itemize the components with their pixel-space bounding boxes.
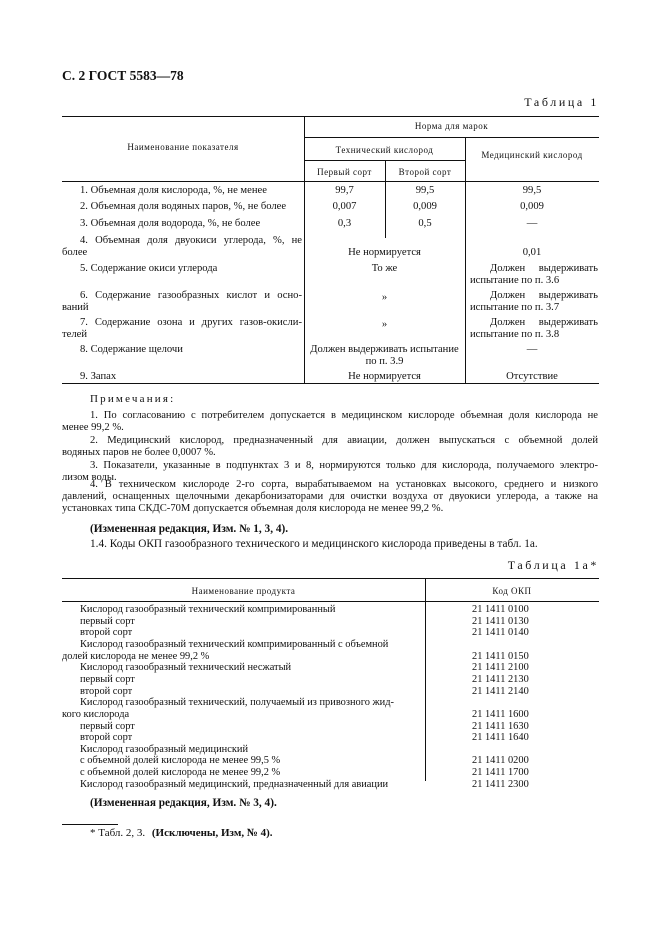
table-1a-row-code: 21 1411 1600 bbox=[472, 708, 529, 720]
page-header: С. 2 ГОСТ 5583—78 bbox=[62, 68, 184, 83]
table-1a-row-code: 21 1411 0150 bbox=[472, 650, 529, 662]
t1-row-2-second: 0,009 bbox=[413, 201, 437, 212]
table-1a-col-product: Наименование продукта bbox=[191, 586, 296, 596]
table-1a-vline bbox=[425, 578, 426, 781]
table-1a-row-code: 21 1411 0130 bbox=[472, 615, 529, 627]
t1-row-9-medical: Отсутствие bbox=[506, 371, 558, 382]
t1-row-7-medical-line1: Должен выдерживать bbox=[490, 317, 598, 328]
table-1a-row-code: 21 1411 2100 bbox=[472, 662, 529, 674]
table-1a-row-name: с объемной долей кислорода не менее 99,5 % bbox=[80, 755, 281, 767]
t1-row-8-medical: — bbox=[526, 344, 538, 355]
t1-row-6-tech: » bbox=[381, 292, 388, 303]
table-1-col-norm: Норма для марок bbox=[414, 121, 489, 131]
note-4-line2: давлений, оснащенных щелочными декарбонизаторами для очистки воздуха от двуокиси углерода, а также на bbox=[62, 491, 598, 502]
t1-row-8-tech-line2: по п. 3.9 bbox=[365, 356, 404, 367]
table-1a-row-name: кого кислорода bbox=[62, 708, 130, 720]
table-1a-caption: Таблица 1а* bbox=[507, 558, 599, 572]
t1-row-1-name: 1. Объемная доля кислорода, %, не менее bbox=[80, 185, 267, 196]
t1-row-3-medical: — bbox=[526, 218, 538, 229]
table-1a-row-name: первый сорт bbox=[80, 720, 135, 732]
footnote-bold: (Исключены, Изм, № 4). bbox=[151, 827, 273, 839]
table-1a-row-name: первый сорт bbox=[80, 673, 135, 685]
amendment-note-2: (Измененная редакция, Изм. № 3, 4). bbox=[90, 797, 277, 809]
t1-row-3-second: 0,5 bbox=[418, 218, 432, 229]
table-1a-row-name: Кислород газообразный медицинский, предназначенный для авиации bbox=[80, 778, 389, 790]
t1-row-4-name-line1: 4. Объемная доля двуокиси углерода, %, не bbox=[80, 235, 302, 246]
t1-row-4-name-line2: более bbox=[62, 247, 88, 258]
t1-row-3-first: 0,3 bbox=[337, 218, 352, 229]
table-1a-row-name: Кислород газообразный технический компримированный с объемной bbox=[80, 638, 389, 650]
amendment-note-1: (Измененная редакция, Изм. № 1, 3, 4). bbox=[90, 523, 289, 535]
t1-row-7-name-line1: 7. Содержание озона и других газов-окисли- bbox=[80, 317, 302, 328]
table-1a-row-code: 21 1411 0200 bbox=[472, 755, 529, 767]
table-1a-row-name: первый сорт bbox=[80, 615, 135, 627]
table-1a-row-code: 21 1411 1630 bbox=[472, 720, 529, 732]
note-3-line1: 3. Показатели, указанные в подпунктах 3 и 8, нормируются только для кислорода, получаемого электро- bbox=[90, 460, 598, 471]
table-1a-top-rule bbox=[62, 578, 599, 579]
table-1-header-bottom-rule bbox=[62, 181, 599, 182]
t1-row-4-tech: Не нормируется bbox=[348, 247, 421, 258]
footnote-text: * Табл. 2, 3. bbox=[90, 827, 146, 839]
t1-row-2-name: 2. Объемная доля водяных паров, %, не более bbox=[80, 201, 287, 212]
footnote-rule bbox=[62, 824, 118, 825]
t1-row-8-name: 8. Содержание щелочи bbox=[80, 344, 183, 355]
table-1-col-indicator: Наименование показателя bbox=[127, 142, 239, 152]
note-2-line1: 2. Медицинский кислород, предназначенный для авиации, должен выпускаться с объемной долей bbox=[90, 435, 598, 446]
table-1a-row-name: долей кислорода не менее 99,2 % bbox=[62, 650, 210, 662]
table-1-col-medical bbox=[465, 150, 599, 161]
table-1-col-technical: Технический кислород bbox=[335, 145, 434, 155]
t1-row-3-name: 3. Объемная доля водорода, %, не более bbox=[80, 218, 261, 229]
note-3-line2: лизом воды. bbox=[62, 472, 117, 483]
t1-row-1-medical: 99,5 bbox=[522, 185, 542, 196]
table-1-caption: Таблица 1 bbox=[524, 95, 599, 109]
t1-row-4-medical: 0,01 bbox=[522, 247, 542, 258]
t1-row-5-medical-line2: испытание по п. 3.6 bbox=[470, 275, 560, 286]
t1-row-8-tech-line1: Должен выдерживать испытание bbox=[310, 344, 459, 355]
table-1a-col-code: Код ОКП bbox=[492, 586, 532, 596]
table-1-norm-rule bbox=[304, 137, 599, 138]
footnote bbox=[90, 826, 273, 840]
t1-row-1-first: 99,7 bbox=[335, 185, 354, 196]
t1-row-6-name-line2: ваний bbox=[62, 302, 89, 313]
t1-row-7-medical-line2: испытание по п. 3.8 bbox=[470, 329, 560, 340]
table-1-bottom-rule bbox=[62, 383, 599, 384]
t1-row-9-tech: Не нормируется bbox=[348, 371, 421, 382]
table-1a-row-code: 21 1411 1700 bbox=[472, 767, 529, 779]
table-1a-row-name: Кислород газообразный технический несжатый bbox=[80, 662, 292, 674]
paragraph-1-4: 1.4. Коды ОКП газообразного технического и медицинского кислорода приведены в табл. 1а. bbox=[90, 538, 538, 550]
table-1a-header-rule bbox=[62, 601, 599, 602]
table-1-top-rule bbox=[62, 116, 599, 117]
t1-row-5-tech: То же bbox=[371, 263, 398, 274]
table-1a-row-code: 21 1411 0140 bbox=[472, 627, 529, 639]
note-4-line3: установках типа СКДС-70М допускается объемная доля кислорода не менее 99,2 %. bbox=[62, 503, 444, 514]
table-1a-row-name: Кислород газообразный технический компримированный bbox=[80, 604, 336, 615]
table-1a-row-code: 21 1411 2130 bbox=[472, 673, 529, 685]
table-1a-row-name: с объемной долей кислорода не менее 99,2 % bbox=[80, 767, 281, 779]
table-1-col-first: Первый сорт bbox=[317, 167, 372, 177]
note-2-line2: водяных паров не более 0,0007 %. bbox=[62, 447, 216, 458]
t1-row-2-medical: 0,009 bbox=[520, 201, 544, 212]
table-1a-row-code: 21 1411 2300 bbox=[472, 778, 529, 790]
table-1a-row-code: 21 1411 2140 bbox=[472, 685, 529, 697]
note-1-line1: 1. По согласованию с потребителем допускается в медицинском кислороде объемная доля кислорода не bbox=[90, 410, 598, 421]
t1-row-5-medical-line1: Должен выдерживать bbox=[490, 263, 598, 274]
t1-row-6-name-line1: 6. Содержание газообразных кислот и осно- bbox=[80, 290, 302, 301]
t1-row-6-medical-line2: испытание по п. 3.7 bbox=[470, 302, 560, 313]
note-4-line1: 4. В техническом кислороде 2-го сорта, вырабатываемом на установках высокого, среднего и низкого bbox=[90, 479, 598, 490]
t1-row-5-name: 5. Содержание окиси углерода bbox=[80, 263, 218, 274]
t1-row-1-second: 99,5 bbox=[415, 185, 435, 196]
notes-heading: Примечания: bbox=[90, 393, 176, 405]
t1-row-7-tech: » bbox=[381, 319, 388, 330]
table-1-col-second: Второй сорт bbox=[398, 167, 452, 177]
table-1a-row-name: второй сорт bbox=[80, 732, 133, 744]
t1-row-6-medical-line1: Должен выдерживать bbox=[490, 290, 598, 301]
t1-row-9-name: 9. Запах bbox=[80, 371, 117, 382]
table-1a-row-name: Кислород газообразный технический, получаемый из привозного жид- bbox=[80, 697, 394, 709]
t1-row-7-name-line2: телей bbox=[62, 329, 87, 340]
table-1a-row-name: второй сорт bbox=[80, 685, 133, 697]
table-1a-row-name: Кислород газообразный медицинский bbox=[80, 743, 249, 755]
note-1-line2: менее 99,2 %. bbox=[62, 422, 124, 433]
table-1a-row-code: 21 1411 0100 bbox=[472, 604, 529, 615]
t1-row-2-first: 0,007 bbox=[332, 201, 357, 212]
table-1a-row-code: 21 1411 1640 bbox=[472, 732, 529, 744]
table-1a-row-name: второй сорт bbox=[80, 627, 133, 639]
table-1-col-medical-text: Медицинский кислород bbox=[481, 150, 583, 160]
